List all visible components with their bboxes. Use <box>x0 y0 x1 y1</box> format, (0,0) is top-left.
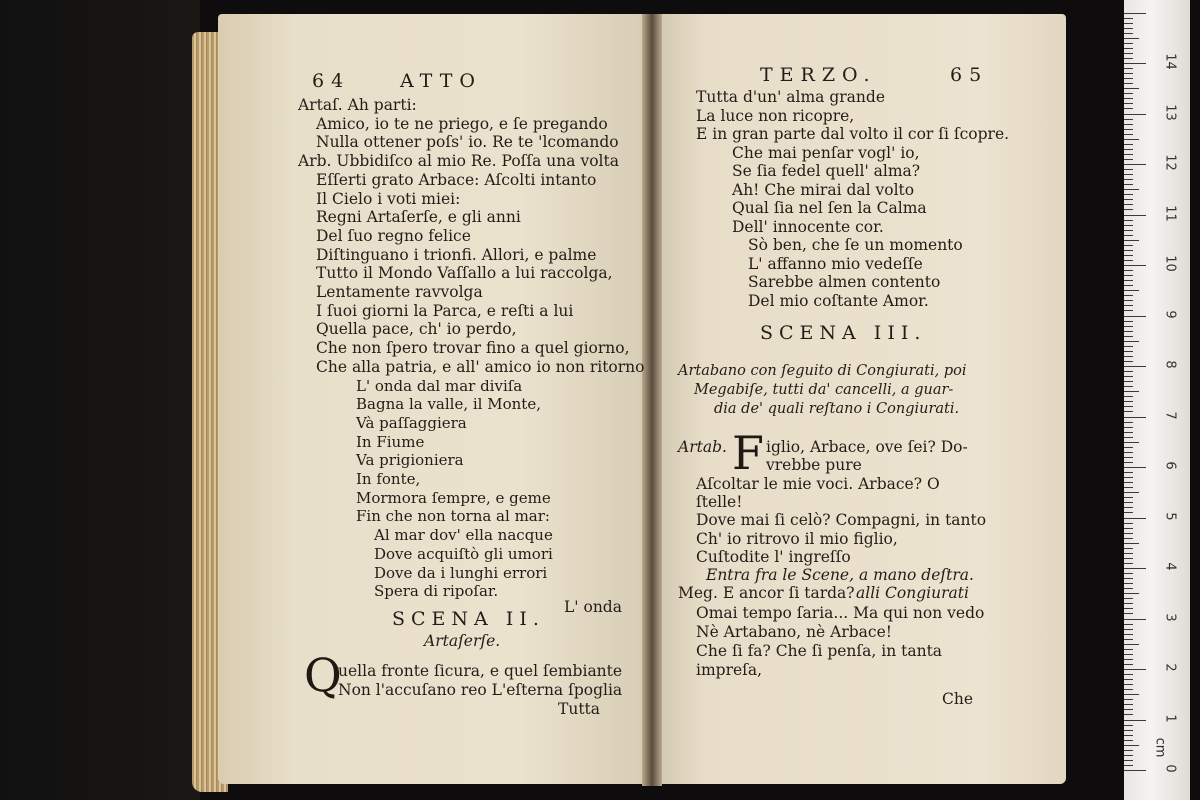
ruler-tick <box>1124 13 1146 14</box>
ruler-tick <box>1124 174 1133 175</box>
ruler-tick <box>1124 755 1133 756</box>
ruler-tick <box>1124 290 1139 291</box>
ruler-tick <box>1124 417 1146 418</box>
ruler-tick <box>1124 442 1139 443</box>
stage-direction: Artabano con ſeguito di Congiurati, poi <box>678 363 967 379</box>
verse-line: In Fiume <box>356 432 425 451</box>
ruler-tick <box>1124 709 1133 710</box>
ruler-tick <box>1124 93 1133 94</box>
aside-direction: alli Congiurati <box>856 584 969 602</box>
ruler-tick <box>1124 694 1139 695</box>
ruler-tick <box>1124 649 1133 650</box>
ruler-tick <box>1124 63 1146 64</box>
ruler-tick <box>1124 406 1133 407</box>
ruler-tick <box>1124 437 1133 438</box>
verse-line: Và paſſaggiera <box>356 413 467 432</box>
ruler-tick <box>1124 88 1139 89</box>
ruler-tick <box>1124 608 1133 609</box>
ruler-tick <box>1124 477 1133 478</box>
ruler-tick <box>1124 578 1133 579</box>
verse-line: Mormora ſempre, e geme <box>356 488 551 507</box>
ruler-tick <box>1124 255 1133 256</box>
dialogue-line: iglio, Arbace, ove ſei? Do- <box>766 438 968 456</box>
ruler-tick <box>1124 462 1133 463</box>
ruler-tick <box>1124 225 1133 226</box>
verse-line: Quella pace, ch' io perdo, <box>316 320 517 339</box>
verse-line: uella fronte ſicura, e quel ſembiante <box>338 662 623 680</box>
ruler-number: 3 <box>1162 612 1178 622</box>
ruler-tick <box>1124 129 1133 130</box>
verse-line: E in gran parte dal volto il cor ſi ſcopre. <box>696 125 1010 143</box>
verse-line: Del mio coſtante Amor. <box>748 291 929 310</box>
ruler-number: 2 <box>1162 663 1178 672</box>
ruler-tick <box>1124 497 1133 498</box>
ruler-tick <box>1124 467 1146 468</box>
ruler-tick <box>1124 38 1139 39</box>
ruler-tick <box>1124 310 1133 311</box>
measuring-ruler <box>1124 0 1190 800</box>
ruler-tick <box>1124 427 1133 428</box>
ruler-tick <box>1124 351 1133 352</box>
ruler-tick <box>1124 230 1133 231</box>
scene-heading: SCENA II. <box>392 608 545 630</box>
verse-line: Regni Artaſerſe, e gli anni <box>316 208 521 227</box>
dark-background <box>0 0 200 800</box>
drop-cap: Q <box>304 648 342 702</box>
ruler-tick <box>1124 740 1133 741</box>
ruler-tick <box>1124 326 1133 327</box>
ruler-tick <box>1124 275 1133 276</box>
ruler-tick <box>1124 316 1146 317</box>
ruler-tick <box>1124 331 1133 332</box>
ruler-tick <box>1124 361 1133 362</box>
ruler-tick <box>1124 603 1133 604</box>
ruler-number: 14 <box>1162 53 1178 70</box>
verse-line: Tutto il Mondo Vaſſallo a lui raccolga, <box>316 264 613 283</box>
verse-line: Artaſ. Ah parti: <box>298 96 417 114</box>
ruler-number: 6 <box>1162 461 1178 470</box>
ruler-tick <box>1124 78 1133 79</box>
verse-line: Sarebbe almen contento <box>748 273 941 291</box>
verse-line: Il Cielo i voti miei: <box>316 189 461 208</box>
ruler-tick <box>1124 103 1133 104</box>
verse-line: Sò ben, che ſe un momento <box>748 236 963 254</box>
ruler-tick <box>1124 53 1133 54</box>
verse-line: Qual ſia nel ſen la Calma <box>732 199 927 217</box>
verse-line: Tutta d'un' alma grande <box>696 88 885 106</box>
verse-line: Che alla patria, e all' amico io non ritorno <box>316 357 645 376</box>
ruler-tick <box>1124 154 1133 155</box>
verse-line: Dell' innocente cor. <box>732 217 884 236</box>
dialogue-line: Meg. E ancor ſi tarda? <box>678 584 855 602</box>
ruler-tick <box>1124 371 1133 372</box>
ruler-tick <box>1124 543 1139 544</box>
ruler-tick <box>1124 598 1133 599</box>
ruler-tick <box>1124 689 1133 690</box>
stage-direction: Megabiſe, tutti da' cancelli, a guar- <box>694 382 954 398</box>
ruler-tick <box>1124 336 1133 337</box>
ruler-tick <box>1124 376 1133 377</box>
ruler-tick <box>1124 260 1133 261</box>
ruler-tick <box>1124 472 1133 473</box>
verse-line: Dove da i lunghi errori <box>374 563 548 582</box>
verse-line: Va prigioniera <box>356 451 464 470</box>
ruler-tick <box>1124 583 1133 584</box>
dialogue-line: Aſcoltar le mie voci. Arbace? O <box>696 474 940 493</box>
ruler-tick <box>1124 321 1133 322</box>
ruler-tick <box>1124 659 1133 660</box>
ruler-tick <box>1124 33 1133 34</box>
ruler-tick <box>1124 765 1133 766</box>
ruler-tick <box>1124 512 1133 513</box>
verse-line: Diſtinguano i trionfi. Allori, e palme <box>316 245 597 264</box>
ruler-tick <box>1124 270 1133 271</box>
stage-direction: Entra fra le Scene, a mano deſtra. <box>706 566 974 584</box>
ruler-number: 12 <box>1162 154 1178 171</box>
ruler-tick <box>1124 169 1133 170</box>
ruler-tick <box>1124 184 1133 185</box>
ruler-tick <box>1124 18 1133 19</box>
verse-line: Dove acquiſtò gli umori <box>374 544 553 563</box>
ruler-tick <box>1124 164 1146 165</box>
left-page-number: 64 <box>312 70 351 92</box>
ruler-tick <box>1124 346 1133 347</box>
ruler-tick <box>1124 250 1133 251</box>
ruler-tick <box>1124 139 1139 140</box>
ruler-tick <box>1124 593 1139 594</box>
ruler-tick <box>1124 305 1133 306</box>
verse-line: Arb. Ubbidiſco al mio Re. Poſſa una volta <box>298 152 619 171</box>
ruler-tick <box>1124 189 1139 190</box>
ruler-tick <box>1124 28 1133 29</box>
ruler-tick <box>1124 43 1133 44</box>
ruler-tick <box>1124 523 1133 524</box>
verse-line: La luce non ricopre, <box>696 106 855 125</box>
ruler-tick <box>1124 58 1133 59</box>
ruler-tick <box>1124 507 1133 508</box>
ruler-tick <box>1124 149 1133 150</box>
ruler-tick <box>1124 452 1133 453</box>
ruler-tick <box>1124 300 1133 301</box>
ruler-tick <box>1124 124 1133 125</box>
ruler-tick <box>1124 720 1146 721</box>
ruler-tick <box>1124 356 1133 357</box>
ruler-tick <box>1124 447 1133 448</box>
catchword: Tutta <box>558 700 601 718</box>
ruler-tick <box>1124 714 1133 715</box>
ruler-tick <box>1124 674 1133 675</box>
ruler-tick <box>1124 179 1133 180</box>
dialogue-line: Dove mai ſi celò? Compagni, in tanto <box>696 511 987 530</box>
verse-line: Eſſerti grato Arbace: Aſcolti intanto <box>316 170 597 189</box>
ruler-tick <box>1124 114 1146 115</box>
ruler-tick <box>1124 770 1146 771</box>
verse-line: Del ſuo regno felice <box>316 226 471 245</box>
ruler-tick <box>1124 108 1133 109</box>
ruler-tick <box>1124 68 1133 69</box>
ruler-tick <box>1124 760 1133 761</box>
verse-line: L' affanno mio vedeſſe <box>748 254 923 273</box>
dialogue-line: impreſa, <box>696 661 763 679</box>
ruler-tick <box>1124 533 1133 534</box>
ruler-tick <box>1124 422 1133 423</box>
catchword: Che <box>942 690 974 708</box>
verse-line: Amico, io te ne priego, e ſe pregando <box>316 114 608 133</box>
ruler-tick <box>1124 573 1133 574</box>
ruler-tick <box>1124 432 1133 433</box>
ruler-tick <box>1124 401 1133 402</box>
dialogue-line: Ch' io ritrovo il mio figlio, <box>696 529 898 548</box>
ruler-tick <box>1124 98 1133 99</box>
verse-line: L' onda dal mar diviſa <box>356 376 523 395</box>
ruler-tick <box>1124 295 1133 296</box>
ruler-number: 8 <box>1162 360 1178 369</box>
scene-heading: SCENA III. <box>760 322 927 344</box>
ruler-tick <box>1124 725 1133 726</box>
ruler-tick <box>1124 209 1133 210</box>
ruler-number: 1 <box>1162 713 1178 723</box>
ruler-tick <box>1124 619 1146 620</box>
ruler-tick <box>1124 159 1133 160</box>
ruler-tick <box>1124 704 1133 705</box>
ruler-tick <box>1124 568 1146 569</box>
ruler-tick <box>1124 119 1133 120</box>
right-running-head: TERZO. <box>760 64 877 86</box>
stage-direction: dia de' quali reſtano i Congiurati. <box>714 401 960 417</box>
ruler-tick <box>1124 391 1139 392</box>
ruler-tick <box>1124 548 1133 549</box>
ruler-tick <box>1124 23 1133 24</box>
ruler-number: 4 <box>1162 562 1178 571</box>
ruler-tick <box>1124 235 1133 236</box>
dialogue-line: Omai tempo ſaria... Ma qui non vedo <box>696 604 985 622</box>
verse-line: Non l'accuſano reo L'eſterna ſpoglia <box>338 681 623 699</box>
ruler-tick <box>1124 745 1139 746</box>
catchword-onda: L' onda <box>564 598 622 616</box>
ruler-tick <box>1124 381 1133 382</box>
ruler-tick <box>1124 699 1133 700</box>
dialogue-line: Cuſtodite l' ingreſſo <box>696 547 851 566</box>
ruler-tick <box>1124 518 1146 519</box>
verse-line: In fonte, <box>356 470 421 488</box>
ruler-tick <box>1124 634 1133 635</box>
ruler-number: 11 <box>1162 204 1178 222</box>
right-page-number: 65 <box>950 64 989 86</box>
ruler-tick <box>1124 629 1133 630</box>
ruler-tick <box>1124 588 1133 589</box>
ruler-tick <box>1124 730 1133 731</box>
verse-line: Fin che non torna al mar: <box>356 507 550 526</box>
verse-line: Bagna la valle, il Monte, <box>356 395 541 414</box>
ruler-number: 5 <box>1162 511 1178 521</box>
ruler-tick <box>1124 538 1133 539</box>
book-gutter <box>642 14 662 786</box>
ruler-tick <box>1124 280 1133 281</box>
ruler-tick <box>1124 215 1146 216</box>
ruler-tick <box>1124 613 1133 614</box>
ruler-number: 7 <box>1162 410 1178 420</box>
verse-line: I ſuoi giorni la Parca, e reſti a lui <box>316 301 574 320</box>
verse-line: Se ſia fedel quell' alma? <box>732 162 921 180</box>
ruler-tick <box>1124 341 1139 342</box>
ruler-tick <box>1124 134 1133 135</box>
ruler-tick <box>1124 220 1133 221</box>
ruler-tick <box>1124 48 1133 49</box>
ruler-tick <box>1124 487 1133 488</box>
left-running-head: ATTO <box>400 70 482 92</box>
ruler-tick <box>1124 457 1133 458</box>
ruler-number: 9 <box>1162 309 1178 319</box>
ruler-tick <box>1124 553 1133 554</box>
ruler-tick <box>1124 502 1133 503</box>
dialogue-line: Nè Artabano, nè Arbace! <box>696 623 892 641</box>
ruler-tick <box>1124 679 1133 680</box>
ruler-tick <box>1124 482 1133 483</box>
ruler-tick <box>1124 204 1133 205</box>
ruler-number: 0 <box>1162 764 1178 773</box>
verse-line: Ah! Che mirai dal volto <box>732 180 915 199</box>
ruler-tick <box>1124 73 1133 74</box>
ruler-tick <box>1124 558 1133 559</box>
ruler-tick <box>1124 735 1133 736</box>
verse-line: Spera di ripoſar. <box>374 582 499 601</box>
ruler-unit-label: cm <box>1152 737 1168 758</box>
ruler-tick <box>1124 386 1133 387</box>
verse-line: Che mai penſar vogl' io, <box>732 143 920 162</box>
ruler-tick <box>1124 624 1133 625</box>
ruler-tick <box>1124 245 1133 246</box>
ruler-tick <box>1124 194 1133 195</box>
ruler-tick <box>1124 396 1133 397</box>
ruler-number: 10 <box>1162 255 1178 272</box>
ruler-tick <box>1124 240 1139 241</box>
verse-line: Lentamente ravvolga <box>316 283 483 301</box>
ruler-tick <box>1124 669 1146 670</box>
drop-cap: F <box>732 426 764 480</box>
ruler-tick <box>1124 492 1139 493</box>
ruler-tick <box>1124 684 1133 685</box>
verse-line: Al mar dov' ella nacque <box>374 526 553 545</box>
ruler-tick <box>1124 750 1133 751</box>
ruler-tick <box>1124 639 1133 640</box>
ruler-tick <box>1124 654 1133 655</box>
dialogue-line: ſtelle! <box>696 492 743 511</box>
ruler-tick <box>1124 199 1133 200</box>
ruler-tick <box>1124 563 1133 564</box>
ruler-tick <box>1124 664 1133 665</box>
ruler-tick <box>1124 265 1146 266</box>
ruler-number: 13 <box>1162 103 1178 121</box>
ruler-tick <box>1124 285 1133 286</box>
dialogue-line: vrebbe pure <box>766 456 862 475</box>
speaker-label: Artab. <box>678 438 727 456</box>
ruler-tick <box>1124 644 1139 645</box>
verse-line: Che non ſpero trovar fino a quel giorno, <box>316 339 630 358</box>
ruler-tick <box>1124 144 1133 145</box>
dialogue-line: Che ſi fa? Che ſi penſa, in tanta <box>696 642 943 660</box>
verse-line: Nulla ottener poſs' io. Re te 'lcomando <box>316 133 619 152</box>
ruler-tick <box>1124 83 1133 84</box>
ruler-tick <box>1124 366 1146 367</box>
ruler-tick <box>1124 528 1133 529</box>
scene-character: Artaſerſe. <box>424 632 501 650</box>
ruler-tick <box>1124 411 1133 412</box>
